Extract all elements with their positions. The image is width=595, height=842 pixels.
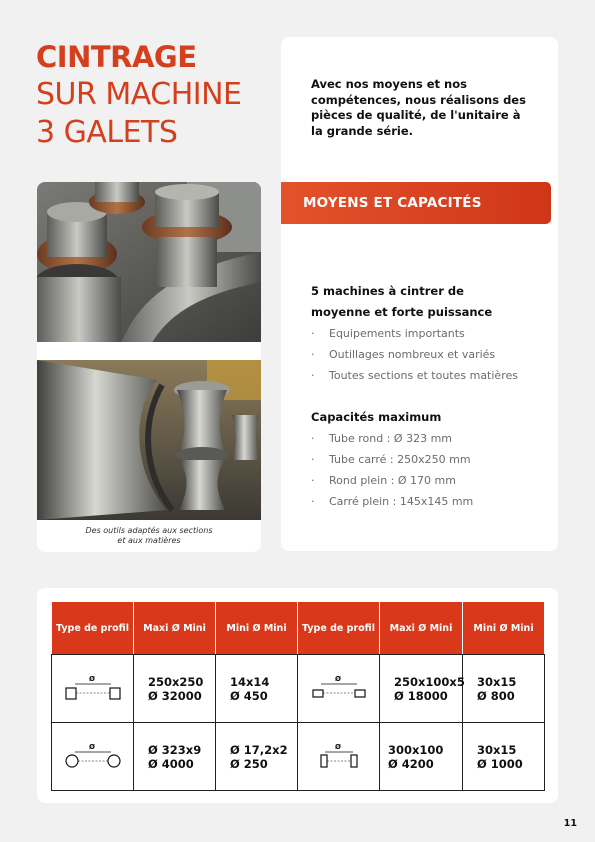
capacities-title: Capacités maximum — [311, 410, 442, 424]
column-header: Maxi Ø Mini — [380, 602, 463, 655]
column-header: Type de profil — [52, 602, 134, 655]
intro-text: Avec nos moyens et nos compétences, nous réalisons des pièces de qualité, de l'unitaire à la grande série. — [311, 77, 526, 138]
cell-line: Ø 250 — [230, 756, 268, 771]
machines-title — [311, 281, 521, 323]
section-banner: MOYENS ET CAPACITÉS — [281, 182, 551, 224]
cell-line: 250x100x5 — [394, 674, 465, 689]
page-number: 11 — [563, 818, 577, 829]
round-tube-profile-icon — [63, 738, 123, 772]
photo-caption-line-1: Des outils adaptés aux sections — [85, 526, 213, 535]
cell-line: 250x250 — [148, 674, 204, 689]
table-cell — [134, 723, 216, 791]
column-header: Mini Ø Mini — [463, 602, 545, 655]
cell-line: 30x15 — [477, 674, 517, 689]
list-item: · Carré plein : 145x145 mm — [311, 491, 551, 512]
table-cell — [463, 655, 545, 723]
machines-title-line-2: moyenne et forte puissance — [311, 305, 493, 319]
table-row — [52, 655, 545, 723]
table-cell — [134, 655, 216, 723]
cell-line: Ø 18000 — [394, 688, 448, 703]
cell-line: Ø 800 — [477, 688, 515, 703]
flat-bar-profile-icon — [309, 738, 369, 772]
profile-symbol: Ø — [334, 675, 341, 683]
profile-symbol: Ø — [88, 675, 95, 683]
table-cell — [380, 723, 463, 791]
square-tube-profile-icon — [63, 670, 123, 704]
column-header: Maxi Ø Mini — [134, 602, 216, 655]
list-item: · Rond plein : Ø 170 mm — [311, 470, 551, 491]
list-item: · Toutes sections et toutes matières — [311, 365, 551, 386]
table-cell — [216, 723, 298, 791]
table-row — [52, 723, 545, 791]
profile-cell — [298, 655, 380, 723]
cell-line: Ø 323x9 — [148, 742, 202, 757]
machines-title-line-1: 5 machines à cintrer de — [311, 284, 464, 298]
title-line-3: 3 GALETS — [36, 115, 178, 150]
cell-line: Ø 1000 — [477, 756, 523, 771]
profile-symbol: Ø — [88, 743, 95, 751]
list-item: · Outillages nombreux et variés — [311, 344, 551, 365]
photo-caption-line-2: et aux matières — [117, 536, 181, 545]
table-cell — [463, 723, 545, 791]
title-line-2: SUR MACHINE — [36, 77, 242, 112]
capacity-table — [51, 601, 545, 791]
table-cell — [216, 655, 298, 723]
bending-machine-photo-1 — [37, 182, 261, 342]
table-header-row — [52, 602, 545, 655]
list-item: · Tube rond : Ø 323 mm — [311, 428, 551, 449]
column-header: Type de profil — [298, 602, 380, 655]
cell-line: Ø 4200 — [388, 756, 434, 771]
profile-cell — [52, 723, 134, 791]
rectangular-tube-profile-icon — [309, 670, 369, 704]
table-cell — [380, 655, 463, 723]
capacities-list — [311, 428, 551, 512]
title-line-1: CINTRAGE — [36, 40, 197, 74]
bending-machine-photo-2 — [37, 360, 261, 520]
list-item: · Tube carré : 250x250 mm — [311, 449, 551, 470]
cell-line: Ø 450 — [230, 688, 268, 703]
page-title — [36, 38, 276, 152]
cell-line: Ø 4000 — [148, 756, 194, 771]
list-item: · Equipements importants — [311, 323, 551, 344]
machines-list — [311, 323, 551, 386]
cell-line: Ø 17,2x2 — [230, 742, 288, 757]
cell-line: Ø 32000 — [148, 688, 202, 703]
profile-cell — [52, 655, 134, 723]
cell-line: 300x100 — [388, 742, 444, 757]
profile-symbol: Ø — [334, 743, 341, 751]
profile-cell — [298, 723, 380, 791]
cell-line: 14x14 — [230, 674, 270, 689]
photo-caption — [37, 526, 261, 546]
cell-line: 30x15 — [477, 742, 517, 757]
column-header: Mini Ø Mini — [216, 602, 298, 655]
